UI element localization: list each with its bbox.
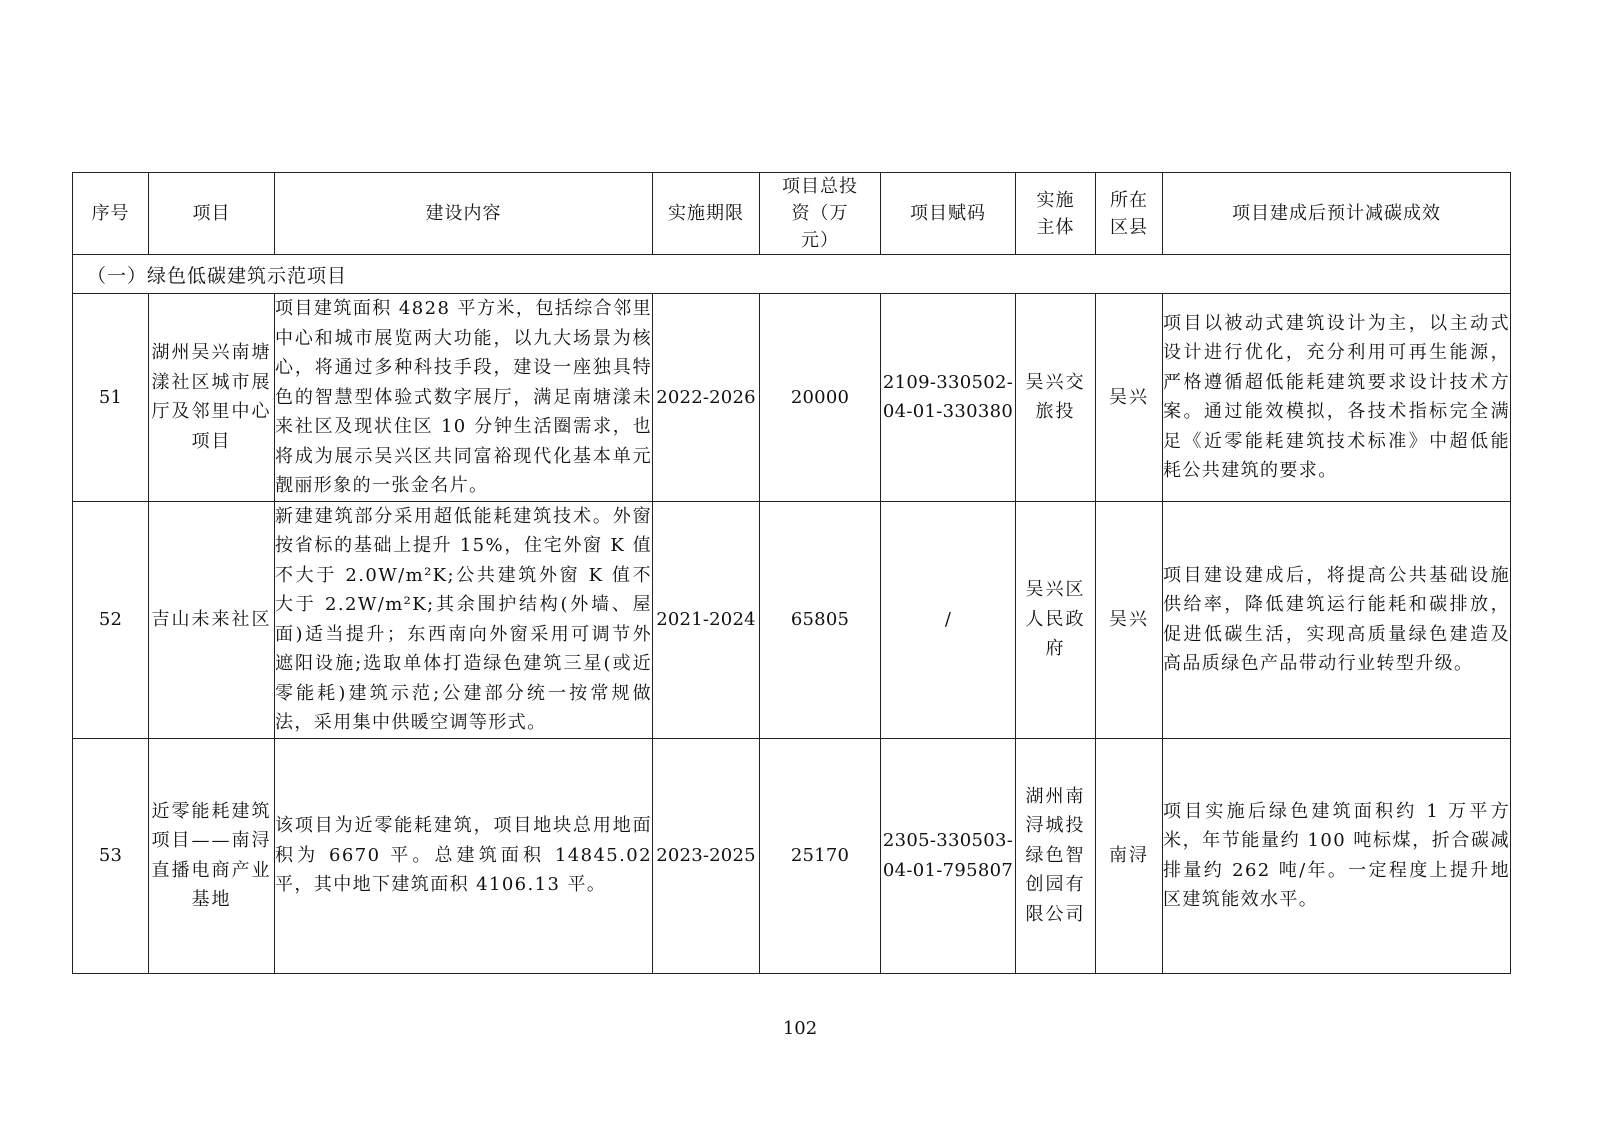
header-content: 建设内容 xyxy=(275,173,653,255)
cell-seq: 52 xyxy=(73,501,149,738)
section-row xyxy=(73,255,1511,294)
header-county: 所在区县 xyxy=(1096,173,1163,255)
header-code: 项目赋码 xyxy=(881,173,1016,255)
table-row xyxy=(73,501,1511,738)
cell-period: 2023-2025 xyxy=(653,738,760,973)
cell-code: 2305-330503-04-01-795807 xyxy=(881,738,1016,973)
cell-county: 吴兴 xyxy=(1096,501,1163,738)
cell-code: / xyxy=(881,501,1016,738)
table-row xyxy=(73,738,1511,973)
cell-content: 项目建筑面积 4828 平方米，包括综合邻里中心和城市展览两大功能，以九大场景为核心，将通过多种科技手段，建设一座独具特色的智慧型体验式数字展厅，满足南塘漾未来社区及现状住区 10 分钟生活圈需求，也将成为展示吴兴区共同富裕现代化基本单元靓丽形象的一张金名片。 xyxy=(275,294,653,502)
cell-entity: 吴兴区人民政府 xyxy=(1016,501,1096,738)
cell-period: 2022-2026 xyxy=(653,294,760,502)
cell-entity: 吴兴交旅投 xyxy=(1016,294,1096,502)
cell-project: 湖州吴兴南塘漾社区城市展厅及邻里中心项目 xyxy=(149,294,275,502)
header-invest: 项目总投资（万元） xyxy=(760,173,881,255)
cell-period: 2021-2024 xyxy=(653,501,760,738)
cell-project: 近零能耗建筑项目——南浔直播电商产业基地 xyxy=(149,738,275,973)
cell-effect: 项目实施后绿色建筑面积约 1 万平方米，年节能量约 100 吨标煤，折合碳减排量约 262 吨/年。一定程度上提升地区建筑能效水平。 xyxy=(1163,738,1511,973)
section-title: （一）绿色低碳建筑示范项目 xyxy=(73,255,1511,294)
header-effect: 项目建成后预计减碳成效 xyxy=(1163,173,1511,255)
cell-content: 该项目为近零能耗建筑，项目地块总用地面积为 6670 平。总建筑面积 14845.02 平，其中地下建筑面积 4106.13 平。 xyxy=(275,738,653,973)
page-number: 102 xyxy=(782,1018,818,1039)
cell-code: 2109-330502-04-01-330380 xyxy=(881,294,1016,502)
cell-county: 南浔 xyxy=(1096,738,1163,973)
cell-entity: 湖州南浔城投绿色智创园有限公司 xyxy=(1016,738,1096,973)
header-seq: 序号 xyxy=(73,173,149,255)
cell-county: 吴兴 xyxy=(1096,294,1163,502)
cell-seq: 53 xyxy=(73,738,149,973)
cell-effect: 项目建设建成后，将提高公共基础设施供给率，降低建筑运行能耗和碳排放，促进低碳生活，实现高质量绿色建造及高品质绿色产品带动行业转型升级。 xyxy=(1163,501,1511,738)
cell-effect: 项目以被动式建筑设计为主，以主动式设计进行优化，充分利用可再生能源，严格遵循超低能耗建筑要求设计技术方案。通过能效模拟，各技术指标完全满足《近零能耗建筑技术标准》中超低能耗公共建筑的要求。 xyxy=(1163,294,1511,502)
cell-project: 吉山未来社区 xyxy=(149,501,275,738)
table-row xyxy=(73,294,1511,502)
header-project: 项目 xyxy=(149,173,275,255)
header-entity: 实施主体 xyxy=(1016,173,1096,255)
cell-invest: 20000 xyxy=(760,294,881,502)
projects-table xyxy=(72,172,1511,974)
cell-seq: 51 xyxy=(73,294,149,502)
table-header-row xyxy=(73,173,1511,255)
cell-content: 新建建筑部分采用超低能耗建筑技术。外窗按省标的基础上提升 15%，住宅外窗 K 值不大于 2.0W/m²K;公共建筑外窗 K 值不大于 2.2W/m²K;其余围护结构(外墙、屋面)适当提升；东西南向外窗采用可调节外遮阳设施;选取单体打造绿色建筑三星(或近零能耗)建筑示范;公建部分统一按常规做法，采用集中供暖空调等形式。 xyxy=(275,501,653,738)
cell-invest: 65805 xyxy=(760,501,881,738)
header-period: 实施期限 xyxy=(653,173,760,255)
cell-invest: 25170 xyxy=(760,738,881,973)
